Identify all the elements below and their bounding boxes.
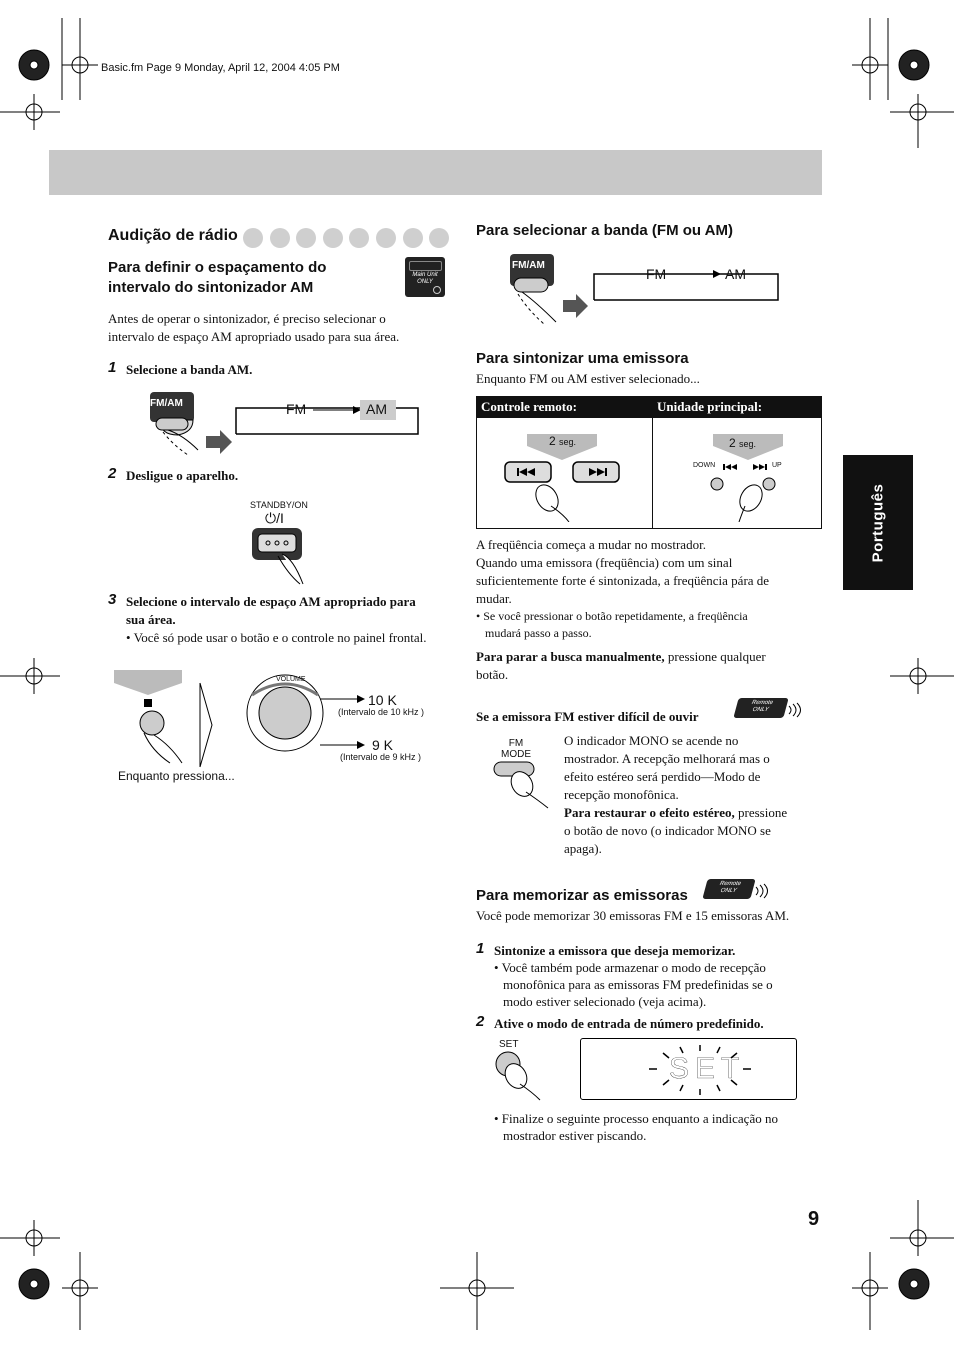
main-unit-only-badge: Main Unit ONLY: [405, 257, 445, 297]
frequency-bullet: • Se você pressionar o botão repetidamente, a freqüência mudará passo a passo.: [476, 609, 748, 640]
tuning-table: [476, 396, 822, 529]
display-panel: [580, 1038, 797, 1100]
set-label: SET: [499, 1039, 519, 1050]
mono-text: O indicador MONO se acende no mostrador. A recepção melhorará mas o efeito estéreo será perdido—Modo de recepção monofônica. Para restaurar o efeito estéreo, pressione o botão de novo (o indicador MONO se apaga).: [564, 733, 788, 856]
section-title: Audição de rádio: [108, 227, 238, 244]
header-bar: [49, 150, 822, 195]
remote-seg-num: 2: [549, 434, 556, 448]
stop-search-text: Para parar a busca manualmente, pressione qualquer botão.: [476, 649, 766, 682]
fmam-button-label: FM/AM: [150, 398, 183, 409]
memorize-signal-icon: [754, 883, 770, 899]
main-seg-label: seg.: [739, 439, 757, 449]
down-label: DOWN: [693, 462, 716, 469]
k9-label: 9 K: [372, 737, 394, 753]
step1-text: Selecione a banda AM.: [126, 362, 253, 377]
memo-step1-number: 1: [476, 940, 485, 957]
language-tab: Português: [843, 455, 913, 590]
while-pressing: Enquanto pressiona...: [118, 769, 235, 783]
step2-number: 2: [108, 465, 117, 482]
k10-label: 10 K: [368, 692, 397, 708]
step2-text: Desligue o aparelho.: [126, 468, 239, 483]
memorize-remote-badge: Remote ONLY: [702, 879, 755, 899]
step1-number: 1: [108, 359, 117, 376]
finalize-bullet: • Finalize o seguinte processo enquanto a indicação no mostrador estiver piscando.: [494, 1111, 778, 1143]
memo-step2-number: 2: [476, 1013, 485, 1030]
remote-cell: [477, 418, 653, 529]
tune-title: Para sintonizar uma emissora: [476, 350, 689, 367]
band-button-label: FM/AM: [512, 260, 545, 271]
set-display-text: SET: [669, 1052, 746, 1085]
band-fm-label: FM: [646, 266, 667, 282]
remote-header: Controle remoto:: [477, 397, 653, 418]
remote-seg-label: seg.: [559, 437, 577, 447]
subsection-title: Para definir o espaçamento do intervalo do sintonizador AM: [108, 259, 327, 296]
file-info: Basic.fm Page 9 Monday, April 12, 2004 4:05 PM: [101, 62, 340, 74]
intro-text: Antes de operar o sintonizador, é preciso selecionar o intervalo de espaço AM apropriado usado para sua área.: [108, 311, 400, 344]
main-unit-cell: [653, 418, 822, 529]
fig1-fm-label: FM: [286, 401, 307, 417]
fig1-am-label: AM: [366, 401, 387, 417]
memorize-intro: Você pode memorizar 30 emissoras FM e 15 emissoras AM.: [476, 908, 790, 923]
fm-mode-label: FM MODE: [501, 738, 531, 760]
page-number: 9: [808, 1208, 820, 1230]
frequency-text: A freqüência começa a mudar no mostrador. Quando uma emissora (freqüência) com um sinal suficientemente forte é sintonizada, a freqüência pára de mudar.: [476, 537, 770, 606]
up-label: UP: [772, 462, 782, 469]
fm-difficult-title: Se a emissora FM estiver difícil de ouvir: [476, 709, 699, 724]
fm-mode-button-icon: [490, 760, 560, 810]
band-figure: [508, 252, 788, 327]
memo-step1-text: Sintonize a emissora que deseja memorizar.: [494, 943, 736, 958]
remote-signal-icon: [787, 702, 803, 718]
band-am-label: AM: [725, 266, 746, 282]
step3-number: 3: [108, 591, 117, 608]
band-title: Para selecionar a banda (FM ou AM): [476, 222, 733, 239]
standby-symbol: ⏻/I: [265, 510, 284, 526]
set-button-icon: [494, 1050, 554, 1102]
main-unit-header: Unidade principal:: [653, 397, 822, 418]
standby-label: STANDBY/ON: [250, 500, 308, 510]
memo-step2-text: Ative o modo de entrada de número predefinido.: [494, 1016, 764, 1031]
memo-step1-bullet: • Você também pode armazenar o modo de recepção monofônica para as emissoras FM predefinidas se o modo estiver selecionado (veja acima).: [494, 960, 773, 1009]
volume-label: VOLUME: [276, 676, 306, 683]
memorize-title: Para memorizar as emissoras: [476, 887, 688, 904]
k10-sub: (Intervalo de 10 kHz ): [338, 707, 425, 717]
main-seg-num: 2: [729, 436, 736, 450]
step3-bullet: • Você só pode usar o botão e o controle no painel frontal.: [126, 630, 427, 645]
k9-sub: (Intervalo de 9 kHz ): [340, 752, 422, 762]
title-dots: [243, 228, 456, 253]
remote-only-badge: Remote ONLY: [733, 698, 788, 718]
standby-button-icon: [248, 526, 318, 586]
tune-intro: Enquanto FM ou AM estiver selecionado...: [476, 371, 700, 386]
step3-text: Selecione o intervalo de espaço AM apropriado para sua área.: [126, 594, 416, 627]
